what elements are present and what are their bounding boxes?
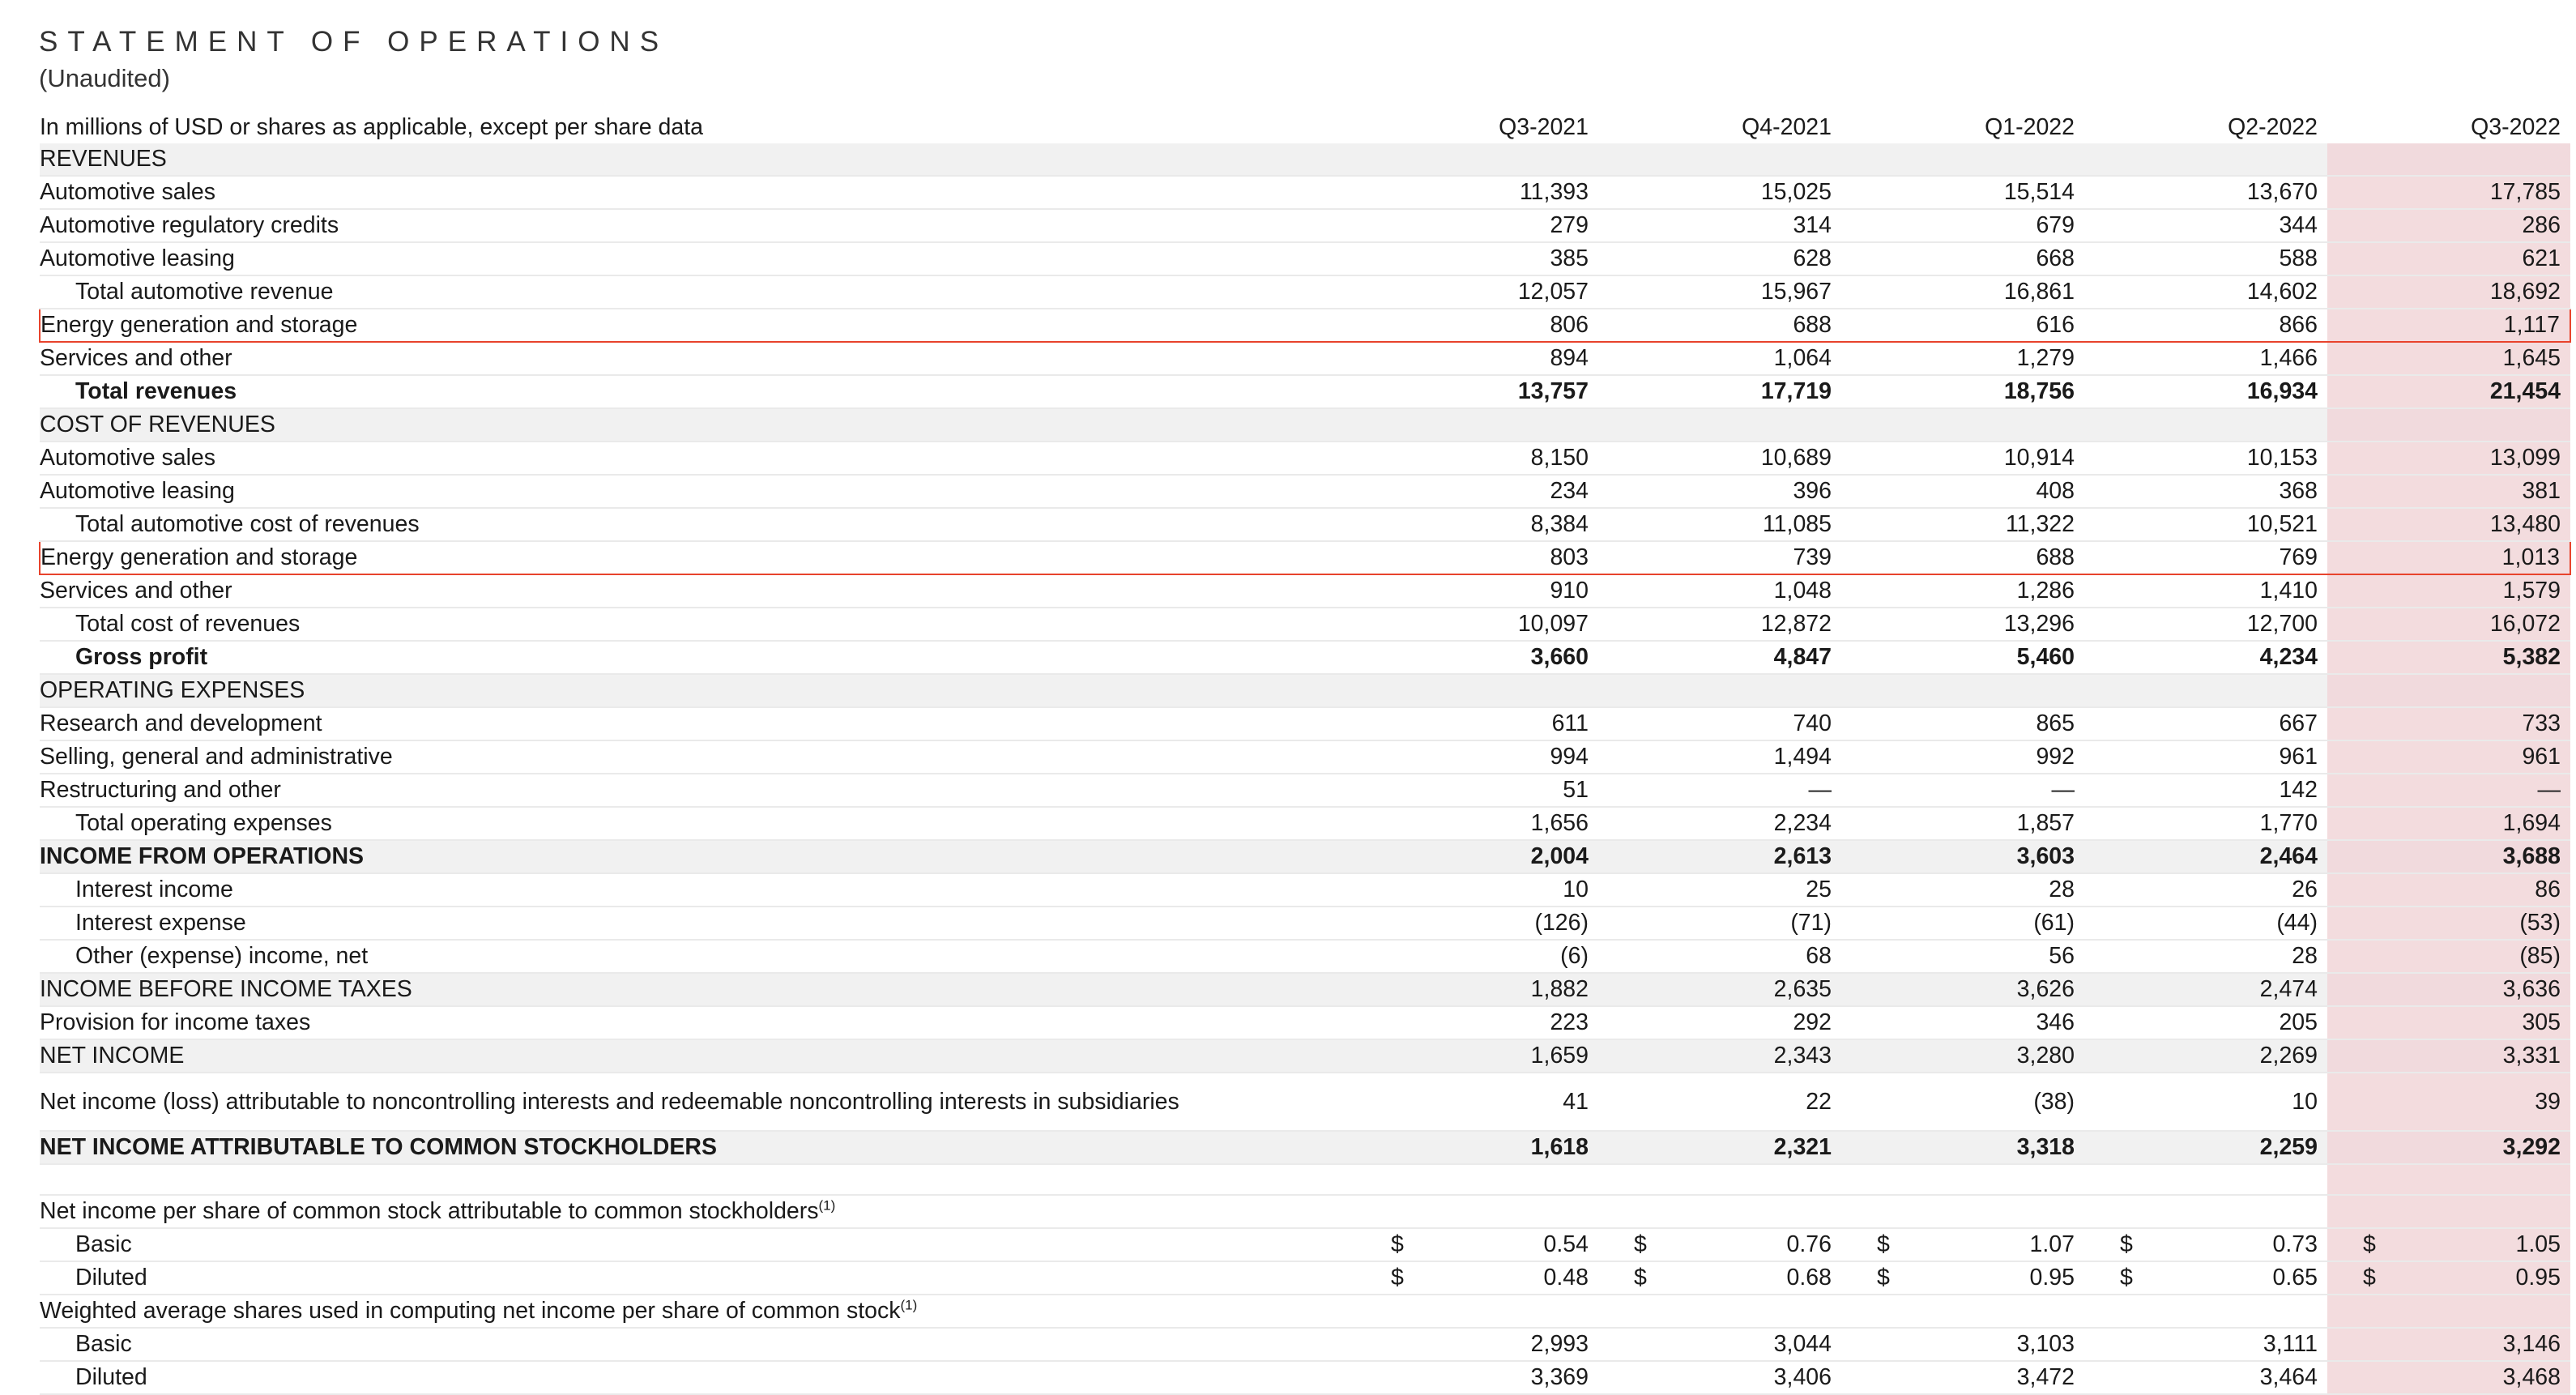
cell-value: 4,847 bbox=[1598, 641, 1841, 674]
cell-value: 3,369 bbox=[1355, 1361, 1598, 1394]
cell-value: 12,872 bbox=[1598, 608, 1841, 641]
cell-value: 2,234 bbox=[1598, 807, 1841, 840]
table-row bbox=[40, 1361, 2570, 1394]
cell-value: (6) bbox=[1355, 940, 1598, 973]
cell-value: 1,466 bbox=[2084, 342, 2327, 375]
cell-value: 10,689 bbox=[1598, 442, 1841, 475]
cell-value: 17,719 bbox=[1598, 375, 1841, 408]
row-label: Total revenues bbox=[40, 375, 1355, 408]
cell-value: 1,645 bbox=[2327, 342, 2570, 375]
row-label: Diluted bbox=[40, 1361, 1355, 1394]
cell-value: 15,025 bbox=[1598, 176, 1841, 209]
cell-value: 13,757 bbox=[1355, 375, 1598, 408]
cell-value: 806 bbox=[1355, 309, 1598, 342]
currency-symbol: $ bbox=[1634, 1265, 1647, 1290]
cell-value: $ 0.48 bbox=[1355, 1261, 1598, 1295]
row-label: INCOME FROM OPERATIONS bbox=[40, 840, 1355, 873]
cell-value: 51 bbox=[1355, 774, 1598, 807]
row-label: Total automotive revenue bbox=[40, 275, 1355, 309]
cell-value: 385 bbox=[1355, 242, 1598, 275]
cell-value: 346 bbox=[1841, 1006, 2084, 1039]
column-header: Q1-2022 bbox=[1985, 114, 2075, 140]
cell-value: 1,882 bbox=[1355, 973, 1598, 1006]
cell-value: 611 bbox=[1355, 707, 1598, 740]
cell-value: 1,618 bbox=[1355, 1131, 1598, 1164]
cell-value: $ 0.95 bbox=[2327, 1261, 2570, 1295]
cell-value: 16,861 bbox=[1841, 275, 2084, 309]
cell-value: 1,064 bbox=[1598, 342, 1841, 375]
cell-value: — bbox=[1841, 774, 2084, 807]
currency-symbol: $ bbox=[2120, 1231, 2133, 1257]
row-label: Basic bbox=[40, 1328, 1355, 1361]
table-row bbox=[40, 1328, 2570, 1361]
table-row bbox=[40, 774, 2570, 807]
row-label: Diluted bbox=[40, 1261, 1355, 1295]
cell-value: 22 bbox=[1598, 1073, 1841, 1131]
cell-value: — bbox=[1598, 774, 1841, 807]
cell-value: 3,468 bbox=[2327, 1361, 2570, 1394]
row-label: Services and other bbox=[40, 342, 1355, 375]
cell-value: 3,044 bbox=[1598, 1328, 1841, 1361]
table-row bbox=[40, 275, 2570, 309]
subtotal-row bbox=[40, 641, 2570, 674]
currency-symbol: $ bbox=[1391, 1265, 1404, 1290]
cell-value: 668 bbox=[1841, 242, 2084, 275]
cell-value: 1,579 bbox=[2327, 574, 2570, 608]
cell-value: 14,602 bbox=[2084, 275, 2327, 309]
table-row bbox=[40, 608, 2570, 641]
cell-value: 314 bbox=[1598, 209, 1841, 242]
cell-value: 13,296 bbox=[1841, 608, 2084, 641]
cell-value: 5,382 bbox=[2327, 641, 2570, 674]
cell-value: 13,099 bbox=[2327, 442, 2570, 475]
table-row bbox=[40, 873, 2570, 907]
table-row bbox=[40, 209, 2570, 242]
cell-value: 15,967 bbox=[1598, 275, 1841, 309]
cell-value: 41 bbox=[1355, 1073, 1598, 1131]
cell-value: 16,934 bbox=[2084, 375, 2327, 408]
cell-value: 286 bbox=[2327, 209, 2570, 242]
subsection-heading: Weighted average shares used in computing net income per share of common stock$^{(1)}$ bbox=[40, 1295, 1355, 1328]
cell-value: $ 0.95 bbox=[1841, 1261, 2084, 1295]
statement-subtitle: (Unaudited) bbox=[39, 64, 170, 92]
cell-value: 10,097 bbox=[1355, 608, 1598, 641]
cell-value: 292 bbox=[1598, 1006, 1841, 1039]
cell-value: 18,692 bbox=[2327, 275, 2570, 309]
cell-value: 1,048 bbox=[1598, 574, 1841, 608]
cell-value: $ 1.05 bbox=[2327, 1228, 2570, 1261]
cell-value: 86 bbox=[2327, 873, 2570, 907]
cell-value: $ 1.07 bbox=[1841, 1228, 2084, 1261]
subsection-heading: Net income per share of common stock attributable to common stockholders$^{(1)}$ bbox=[40, 1195, 1355, 1228]
cell-value: 2,464 bbox=[2084, 840, 2327, 873]
cell-value: 679 bbox=[1841, 209, 2084, 242]
cell-value: 616 bbox=[1841, 309, 2084, 342]
highlighted-row-energy-cost bbox=[40, 541, 2570, 574]
cell-value: 16,072 bbox=[2327, 608, 2570, 641]
cell-value: 39 bbox=[2327, 1073, 2570, 1131]
cell-value: 3,280 bbox=[1841, 1039, 2084, 1073]
cell-value: (126) bbox=[1355, 907, 1598, 940]
cell-value: 3,146 bbox=[2327, 1328, 2570, 1361]
row-label: Net income (loss) attributable to noncontrolling interests and redeemable noncontrolling interests in subsidiaries bbox=[40, 1073, 1355, 1131]
cell-value: 2,343 bbox=[1598, 1039, 1841, 1073]
statement-title: STATEMENT OF OPERATIONS bbox=[39, 26, 669, 58]
cell-value: 992 bbox=[1841, 740, 2084, 774]
cell-value: 305 bbox=[2327, 1006, 2570, 1039]
row-label: Gross profit bbox=[40, 641, 1355, 674]
cell-value: 688 bbox=[1598, 309, 1841, 342]
cell-value: 3,464 bbox=[2084, 1361, 2327, 1394]
column-header: Q2-2022 bbox=[2228, 114, 2318, 140]
cell-value: 26 bbox=[2084, 873, 2327, 907]
cell-value: 688 bbox=[1841, 541, 2084, 574]
row-label: Total cost of revenues bbox=[40, 608, 1355, 641]
cell-value: 17,785 bbox=[2327, 176, 2570, 209]
cell-value: 2,269 bbox=[2084, 1039, 2327, 1073]
cell-value: 5,460 bbox=[1841, 641, 2084, 674]
cell-value: 10 bbox=[1355, 873, 1598, 907]
row-label: INCOME BEFORE INCOME TAXES bbox=[40, 973, 1355, 1006]
currency-symbol: $ bbox=[1877, 1265, 1890, 1290]
cell-value: 621 bbox=[2327, 242, 2570, 275]
cell-value: 8,150 bbox=[1355, 442, 1598, 475]
row-label: Automotive leasing bbox=[40, 242, 1355, 275]
cell-value: $ 0.73 bbox=[2084, 1228, 2327, 1261]
row-label: Provision for income taxes bbox=[40, 1006, 1355, 1039]
currency-symbol: $ bbox=[1634, 1231, 1647, 1257]
row-label: Interest income bbox=[40, 873, 1355, 907]
row-label: Services and other bbox=[40, 574, 1355, 608]
row-label: Interest expense bbox=[40, 907, 1355, 940]
currency-symbol: $ bbox=[1877, 1231, 1890, 1257]
cell-value: 56 bbox=[1841, 940, 2084, 973]
cell-value: 13,480 bbox=[2327, 508, 2570, 541]
cell-value: (85) bbox=[2327, 940, 2570, 973]
column-header-current: Q3-2022 bbox=[2327, 112, 2570, 143]
cell-value: 667 bbox=[2084, 707, 2327, 740]
cell-value: 628 bbox=[1598, 242, 1841, 275]
cell-value: — bbox=[2327, 774, 2570, 807]
cell-value: (61) bbox=[1841, 907, 2084, 940]
cell-value: 2,613 bbox=[1598, 840, 1841, 873]
cell-value: 3,660 bbox=[1355, 641, 1598, 674]
highlighted-row-energy-revenue bbox=[40, 309, 2570, 342]
column-header: Q3-2021 bbox=[1499, 114, 1589, 140]
row-label: Research and development bbox=[40, 707, 1355, 740]
cell-value: 25 bbox=[1598, 873, 1841, 907]
cell-value: 1,857 bbox=[1841, 807, 2084, 840]
cell-value: 740 bbox=[1598, 707, 1841, 740]
currency-symbol: $ bbox=[1391, 1231, 1404, 1257]
cell-value: 865 bbox=[1841, 707, 2084, 740]
cell-value: 1,410 bbox=[2084, 574, 2327, 608]
row-label: Energy generation and storage bbox=[40, 541, 1355, 574]
cell-value: 10,153 bbox=[2084, 442, 2327, 475]
row-label: Automotive regulatory credits bbox=[40, 209, 1355, 242]
cell-value: 3,111 bbox=[2084, 1328, 2327, 1361]
subsection-heading-row bbox=[40, 1295, 2570, 1328]
cell-value: (71) bbox=[1598, 907, 1841, 940]
cell-value: 10,914 bbox=[1841, 442, 2084, 475]
section-heading-row bbox=[40, 143, 2570, 176]
cell-value: 234 bbox=[1355, 475, 1598, 508]
table-row bbox=[40, 176, 2570, 209]
cell-value: 994 bbox=[1355, 740, 1598, 774]
table-row bbox=[40, 508, 2570, 541]
section-heading-row bbox=[40, 674, 2570, 707]
table-row bbox=[40, 342, 2570, 375]
table-row bbox=[40, 1228, 2570, 1261]
row-label: NET INCOME bbox=[40, 1039, 1355, 1073]
cell-value: 18,756 bbox=[1841, 375, 2084, 408]
table-row bbox=[40, 807, 2570, 840]
spacer-row bbox=[40, 1164, 2570, 1195]
cell-value: $ 0.76 bbox=[1598, 1228, 1841, 1261]
table-row bbox=[40, 1006, 2570, 1039]
cell-value: 10,521 bbox=[2084, 508, 2327, 541]
section-heading-row bbox=[40, 408, 2570, 442]
cell-value: 381 bbox=[2327, 475, 2570, 508]
cell-value: 1,013 bbox=[2327, 541, 2570, 574]
table-row bbox=[40, 707, 2570, 740]
cell-value: 2,635 bbox=[1598, 973, 1841, 1006]
cell-value: 588 bbox=[2084, 242, 2327, 275]
units-note: In millions of USD or shares as applicable, except per share data bbox=[40, 114, 703, 140]
table-row bbox=[40, 907, 2570, 940]
cell-value: 4,234 bbox=[2084, 641, 2327, 674]
cell-value: 1,279 bbox=[1841, 342, 2084, 375]
cell-value: 3,626 bbox=[1841, 973, 2084, 1006]
cell-value: 279 bbox=[1355, 209, 1598, 242]
cell-value: 3,292 bbox=[2327, 1131, 2570, 1164]
row-label: Other (expense) income, net bbox=[40, 940, 1355, 973]
column-header: Q4-2021 bbox=[1742, 114, 1832, 140]
cell-value: $ 0.68 bbox=[1598, 1261, 1841, 1295]
cell-value: 1,770 bbox=[2084, 807, 2327, 840]
cell-value: 769 bbox=[2084, 541, 2327, 574]
cell-value: $ 0.54 bbox=[1355, 1228, 1598, 1261]
row-label: Selling, general and administrative bbox=[40, 740, 1355, 774]
cell-value: 344 bbox=[2084, 209, 2327, 242]
cell-value: 2,474 bbox=[2084, 973, 2327, 1006]
currency-symbol: $ bbox=[2120, 1265, 2133, 1290]
row-label: Restructuring and other bbox=[40, 774, 1355, 807]
table-row bbox=[40, 1073, 2570, 1131]
cell-value: 2,004 bbox=[1355, 840, 1598, 873]
cell-value: 13,670 bbox=[2084, 176, 2327, 209]
table-row bbox=[40, 1261, 2570, 1295]
cell-value: 1,659 bbox=[1355, 1039, 1598, 1073]
subtotal-row bbox=[40, 375, 2570, 408]
cell-value: 961 bbox=[2084, 740, 2327, 774]
cell-value: 368 bbox=[2084, 475, 2327, 508]
cell-value: 3,688 bbox=[2327, 840, 2570, 873]
cell-value: 1,494 bbox=[1598, 740, 1841, 774]
cell-value: (44) bbox=[2084, 907, 2327, 940]
section-heading: COST OF REVENUES bbox=[40, 408, 1355, 442]
cell-value: 68 bbox=[1598, 940, 1841, 973]
table-row bbox=[40, 574, 2570, 608]
cell-value: 2,321 bbox=[1598, 1131, 1841, 1164]
cell-value: 11,322 bbox=[1841, 508, 2084, 541]
cell-value: 3,406 bbox=[1598, 1361, 1841, 1394]
cell-value: 894 bbox=[1355, 342, 1598, 375]
cell-value: 28 bbox=[1841, 873, 2084, 907]
cell-value: 223 bbox=[1355, 1006, 1598, 1039]
cell-value: 142 bbox=[2084, 774, 2327, 807]
cell-value: 10 bbox=[2084, 1073, 2327, 1131]
cell-value: 866 bbox=[2084, 309, 2327, 342]
cell-value: (38) bbox=[1841, 1073, 2084, 1131]
section-heading: REVENUES bbox=[40, 143, 1355, 176]
row-label: Automotive sales bbox=[40, 176, 1355, 209]
cell-value: 408 bbox=[1841, 475, 2084, 508]
cell-value: 2,993 bbox=[1355, 1328, 1598, 1361]
table-row bbox=[40, 973, 2570, 1006]
cell-value: 3,636 bbox=[2327, 973, 2570, 1006]
table-row bbox=[40, 475, 2570, 508]
cell-value: 21,454 bbox=[2327, 375, 2570, 408]
row-label: Total operating expenses bbox=[40, 807, 1355, 840]
cell-value: 205 bbox=[2084, 1006, 2327, 1039]
cell-value: 803 bbox=[1355, 541, 1598, 574]
footnote-marker: (1) bbox=[900, 1297, 918, 1313]
cell-value: 3,103 bbox=[1841, 1328, 2084, 1361]
table-row bbox=[40, 740, 2570, 774]
row-label: Automotive sales bbox=[40, 442, 1355, 475]
cell-value: 12,057 bbox=[1355, 275, 1598, 309]
cell-value: 396 bbox=[1598, 475, 1841, 508]
table-row bbox=[40, 940, 2570, 973]
cell-value: 12,700 bbox=[2084, 608, 2327, 641]
currency-symbol: $ bbox=[2363, 1231, 2376, 1257]
cell-value: 1,656 bbox=[1355, 807, 1598, 840]
currency-symbol: $ bbox=[2363, 1265, 2376, 1290]
statement-page bbox=[39, 23, 2561, 1395]
cell-value: 1,694 bbox=[2327, 807, 2570, 840]
cell-value: 11,393 bbox=[1355, 176, 1598, 209]
cell-value: 3,472 bbox=[1841, 1361, 2084, 1394]
row-label: NET INCOME ATTRIBUTABLE TO COMMON STOCKHOLDERS bbox=[40, 1131, 1355, 1164]
subtotal-row bbox=[40, 840, 2570, 873]
cell-value: 2,259 bbox=[2084, 1131, 2327, 1164]
cell-value: 739 bbox=[1598, 541, 1841, 574]
section-heading: OPERATING EXPENSES bbox=[40, 674, 1355, 707]
column-header-row bbox=[40, 112, 2570, 143]
cell-value: 8,384 bbox=[1355, 508, 1598, 541]
cell-value: 910 bbox=[1355, 574, 1598, 608]
cell-value: 28 bbox=[2084, 940, 2327, 973]
row-label: Total automotive cost of revenues bbox=[40, 508, 1355, 541]
table-row bbox=[40, 1039, 2570, 1073]
cell-value: 733 bbox=[2327, 707, 2570, 740]
cell-value: (53) bbox=[2327, 907, 2570, 940]
row-label: Basic bbox=[40, 1228, 1355, 1261]
cell-value: 3,331 bbox=[2327, 1039, 2570, 1073]
total-row bbox=[40, 1131, 2570, 1164]
statement-table bbox=[39, 112, 2571, 1395]
table-row bbox=[40, 442, 2570, 475]
footnote-marker: (1) bbox=[818, 1197, 836, 1214]
cell-value: 3,318 bbox=[1841, 1131, 2084, 1164]
row-label: Automotive leasing bbox=[40, 475, 1355, 508]
cell-value: $ 0.65 bbox=[2084, 1261, 2327, 1295]
subsection-heading-row bbox=[40, 1195, 2570, 1228]
table-row bbox=[40, 242, 2570, 275]
cell-value: 961 bbox=[2327, 740, 2570, 774]
cell-value: 1,286 bbox=[1841, 574, 2084, 608]
cell-value: 11,085 bbox=[1598, 508, 1841, 541]
cell-value: 1,117 bbox=[2327, 309, 2570, 342]
row-label: Energy generation and storage bbox=[40, 309, 1355, 342]
cell-value: 15,514 bbox=[1841, 176, 2084, 209]
cell-value: 3,603 bbox=[1841, 840, 2084, 873]
